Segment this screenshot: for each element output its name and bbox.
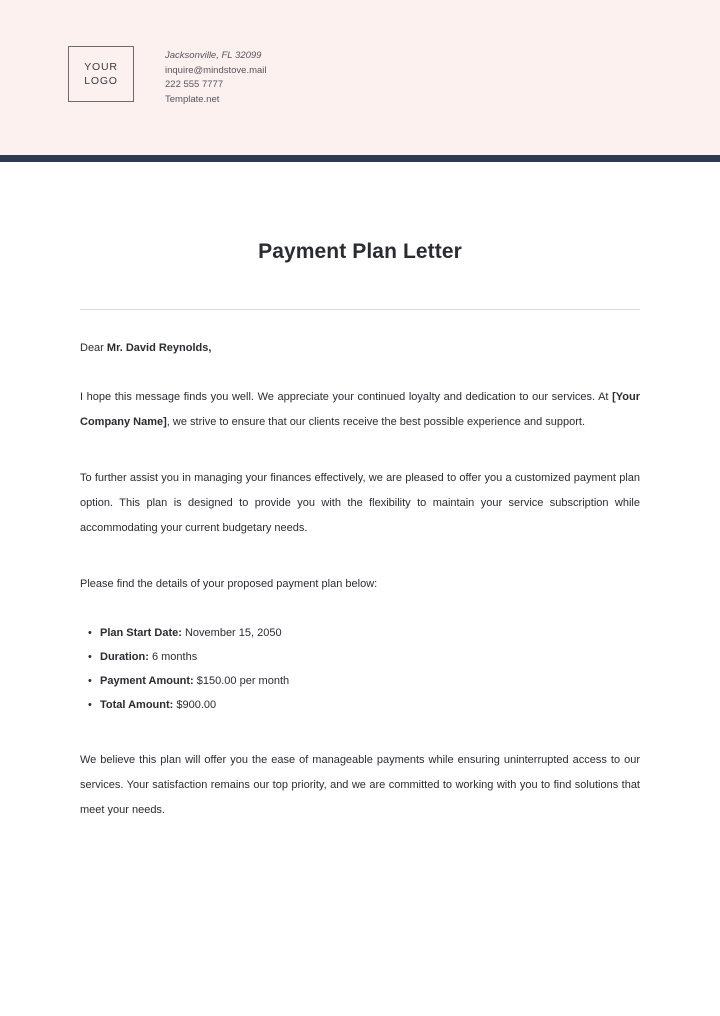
salutation-prefix: Dear xyxy=(80,342,107,354)
salutation-name: Mr. David Reynolds, xyxy=(106,342,212,354)
paragraph-1-part1: I hope this message finds you well. We appreciate your continued loyalty and dedication to our services. At xyxy=(80,391,613,403)
payment-plan-details xyxy=(80,621,640,717)
header-rule xyxy=(0,155,720,162)
detail-label: Payment Amount: xyxy=(100,675,194,687)
detail-label: Total Amount: xyxy=(100,699,174,711)
contact-phone: 222 555 7777 xyxy=(165,79,224,90)
detail-value: $900.00 xyxy=(173,699,217,711)
contact-email: inquire@mindstove.mail xyxy=(165,64,267,76)
detail-label: Plan Start Date: xyxy=(100,627,182,639)
salutation xyxy=(80,342,640,354)
list-item xyxy=(88,693,640,717)
list-item xyxy=(88,669,640,693)
list-item xyxy=(88,645,640,669)
contact-block xyxy=(165,46,267,107)
paragraph-1 xyxy=(80,385,640,435)
title-divider xyxy=(80,309,640,310)
logo-placeholder xyxy=(68,46,134,102)
detail-value: 6 months xyxy=(148,651,198,663)
contact-website: Template.net xyxy=(165,93,220,105)
paragraph-3: Please find the details of your proposed payment plan below: xyxy=(80,578,378,590)
detail-value: $150.00 per month xyxy=(193,675,290,687)
page-title: Payment Plan Letter xyxy=(258,240,462,263)
list-item xyxy=(88,621,640,645)
logo-line-2: LOGO xyxy=(84,75,118,87)
paragraph-1-part2: , we strive to ensure that our clients receive the best possible experience and support. xyxy=(166,416,586,428)
logo-line-1: YOUR xyxy=(84,61,118,73)
detail-value: November 15, 2050 xyxy=(181,627,282,639)
contact-address: Jacksonville, FL 32099 xyxy=(165,50,262,61)
paragraph-2: To further assist you in managing your finances effectively, we are pleased to offer you a customized payment plan option. This plan is designed to provide you with the flexibility to maintain your service subscription while accommodating your current budgetary needs. xyxy=(80,472,640,534)
letter-body xyxy=(0,240,720,823)
letterhead xyxy=(0,0,720,155)
company-name-placeholder: [Your Company Name] xyxy=(80,391,640,428)
paragraph-4: We believe this plan will offer you the ease of manageable payments while ensuring uninterrupted access to our services. Your satisfaction remains our top priority, and we are committed to working with you to find solutions that meet your needs. xyxy=(80,754,640,816)
detail-label: Duration: xyxy=(100,651,149,663)
